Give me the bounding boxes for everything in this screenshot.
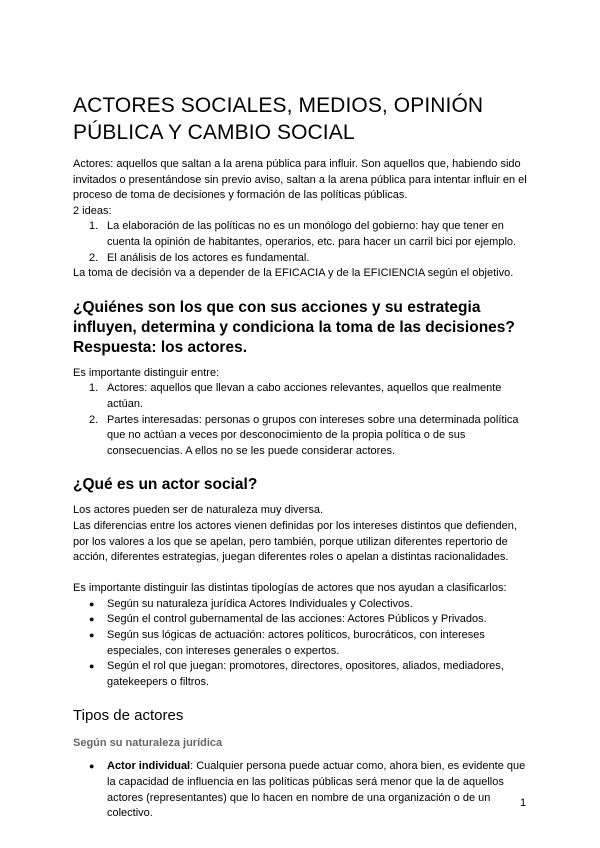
list-item: ● Según el rol que juegan: promotores, directores, opositores, aliados, mediadores, gatekeepers o filtros. xyxy=(73,659,533,690)
spacer xyxy=(73,566,533,582)
document-page xyxy=(73,92,533,822)
section2-p1: Los actores pueden ser de naturaleza muy diversa. xyxy=(73,504,324,517)
list-item: ● Según el control gubernamental de las acciones: Actores Públicos y Privados. xyxy=(73,612,533,628)
list-item: ● Según su naturaleza jurídica Actores Individuales y Colectivos. xyxy=(73,597,533,613)
tipologias-list xyxy=(73,597,533,691)
section1-lead: Es importante distinguir entre: xyxy=(73,366,220,379)
list-item: 2. El análisis de los actores es fundamental. xyxy=(89,251,310,264)
section-heading-quienes: ¿Quiénes son los que con sus acciones y su estrategia influyen, determina y condiciona la toma de las decisiones? Respuesta: los actores. xyxy=(73,298,515,356)
actores-definition: Actores: aquellos que saltan a la arena pública para influir. Son aquellos que, habiendo sido invitados o presentándose sin previo aviso, saltan a la arena pública para intentar influir en el proceso de toma de decisiones y formación de las políticas públicas. xyxy=(73,158,527,202)
ideas-label: 2 ideas: xyxy=(73,204,112,217)
subheading-naturaleza: Según su naturaleza jurídica xyxy=(73,737,223,750)
distinguish-list xyxy=(73,381,533,459)
page-number: 1 xyxy=(520,797,527,809)
section-heading-actor-social: ¿Qué es un actor social? xyxy=(73,476,258,494)
section-heading-tipos: Tipos de actores xyxy=(73,707,184,725)
tipos-list xyxy=(73,759,533,821)
list-item: 1. La elaboración de las políticas no es un monólogo del gobierno: hay que tener en cuenta la opinión de habitantes, operarios, etc. para hacer un carril bici por ejemplo. xyxy=(89,220,517,248)
ideas-list xyxy=(73,219,533,266)
list-item: 1. Actores: aquellos que llevan a cabo acciones relevantes, aquellos que realmente actúan. xyxy=(89,382,502,410)
section2-p2: Las diferencias entre los actores vienen definidas por los intereses distintos que defienden, por los valores a los que se apelan, pero también, porque utilizan diferentes repertorio de acción, diferentes estrategias, juegan diferentes roles o apelan a distintas racionalidades. xyxy=(73,519,517,564)
list-item: 2. Partes interesadas: personas o grupos con intereses sobre una determinada política que no actúan a veces por desconocimiento de la propia política o de sus consecuencias. A ellos no se les puede considerar actores. xyxy=(89,413,519,457)
actor-individual-term: Actor individual xyxy=(107,760,191,773)
list-item: ● Actor individual: Cualquier persona puede actuar como, ahora bien, es evidente que la capacidad de influencia en las políticas públicas será menor que la de aquellos actores (representantes) que lo hacen en nombre de una organización o de un colectivo. xyxy=(73,759,533,821)
list-item: ● Según sus lógicas de actuación: actores políticos, burocráticos, con intereses especiales, con intereses generales o expertos. xyxy=(73,628,533,659)
document-title: ACTORES SOCIALES, MEDIOS, OPINIÓN PÚBLICA Y CAMBIO SOCIAL xyxy=(73,94,484,144)
toma-decision-text: La toma de decisión va a depender de la EFICACIA y de la EFICIENCIA según el objetivo. xyxy=(73,267,514,280)
section2-p3: Es importante distinguir las distintas tipologías de actores que nos ayudan a clasificarlos: xyxy=(73,582,507,595)
